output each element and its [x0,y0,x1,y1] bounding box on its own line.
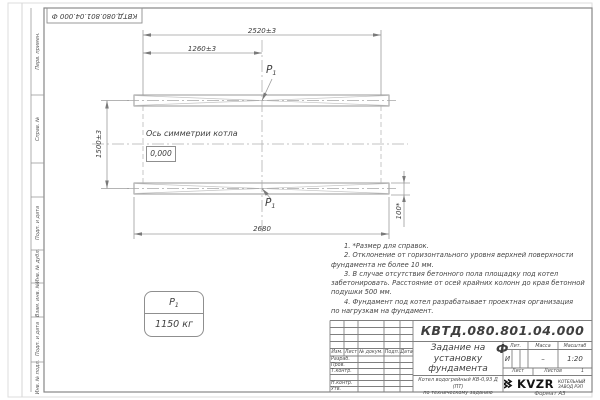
top-beam [127,95,396,106]
kvzr-logo-text: KVZR [517,376,555,391]
p-symbol: P [169,297,175,308]
row-utv: Утв. [331,387,342,392]
mass-header: Масса [535,343,551,349]
scale-value: 1:20 [567,355,583,363]
dim-total-width: 2520±3 [247,26,277,35]
product-line-1: Котел водогрейный КВ-0,93 Д (ПТ) [418,377,498,390]
note-line: подушки 500 мм. [331,288,392,297]
dim-beam-width: 100* [395,202,403,220]
kvzr-company-name [558,379,585,389]
kvzr-logo [504,376,592,391]
row-prov: Пров. [331,363,345,368]
p-symbol: P [266,64,273,76]
product-line-2: по техническому заданию [423,390,493,397]
margin-label-podp-i-data-1: Подп. и дата [34,205,41,241]
row-razrab: Разраб. [331,356,350,362]
title-block-title [413,343,503,375]
load-point-label-bottom [265,197,275,210]
note-line: 1. *Размер для справок. [344,242,429,250]
bottom-beam [127,183,396,194]
dim-half-width: 1260±3 [187,44,217,53]
margin-label-inv-n-podl: Инв. № подл. [34,359,41,395]
title-line-2: установку [433,353,483,364]
symmetry-axis-label: Ось симметрии котла [146,129,238,138]
sheet-no-label: Лист [511,369,525,374]
notes-block [331,242,594,316]
p-index: 1 [272,69,277,77]
note-line: забетонировать. Расстояние от осей крайних колонн до края бетонной [331,279,585,288]
margin-label-inv-n-dubl: Инв. № дубл. [34,248,41,284]
row-t-kontr: Т.контр. [331,369,352,374]
note-line: 3. В случае отсутствия бетонного пола площадку под котел [344,269,559,278]
col-header-podp: Подп. [384,349,400,355]
note-line: фундамента не более 10 мм. [331,260,434,269]
dim-height: 1500±3 [94,129,103,159]
note-line: 4. Фундамент под котел разрабатывает проектная организация [344,297,574,306]
load-table [144,291,204,337]
title-line-1: Задание на [430,343,486,353]
load-point-label-top [266,64,276,77]
title-line-3: фундамента [428,364,488,374]
title-block-product [413,377,503,397]
sheets-total-label: Листов [544,369,562,374]
p-symbol: P [265,197,272,209]
col-header-n-dokum: № докум. [359,349,383,355]
note-line: 2. Отклонение от горизонтального уровня верхней поверхности [344,251,574,260]
lit-value: И [504,355,511,363]
p-index: 1 [271,202,276,210]
col-header-izm: Изм. [331,349,343,355]
col-header-list: Лист [344,349,358,355]
dim-beam-length: 2680 [253,225,271,233]
dim-1500-lines [101,101,129,189]
margin-label-podp-i-data-2: Подп. и дата [34,321,41,357]
p-index: 1 [174,301,179,309]
company-line-1: КОТЕЛЬНЫЙ [558,378,586,384]
scale-header: Масштаб [563,343,587,349]
col-header-data: Дата [400,349,413,355]
kvzr-logo-mark [504,378,515,390]
margin-label-vzam-inv-n: Взам. инв. № [34,283,41,317]
stamp-doc-number: КВТД.080.801.04.000 Ф [51,12,138,20]
sheets-total-value: 1 [580,369,585,374]
level-mark-box: 0,000 [146,146,176,162]
margin-label-sprav-n: Справ. № [34,116,41,142]
margin-label-perv-primen: Перв. примен. [34,32,41,70]
company-line-2: ЗАВОД РЭП [558,383,583,389]
format-note: Формат А3 [534,391,566,397]
load-table-value: 1150 кг [155,319,193,330]
mass-value: – [541,355,545,363]
note-line: по нагрузкам на фундамент. [331,307,434,316]
load-table-symbol [145,292,203,314]
row-n-kontr: Н.контр. [331,381,353,386]
title-block-doc-number: КВТД.080.801.04.000 Ф [420,323,585,356]
lit-header: Лит. [509,343,522,349]
